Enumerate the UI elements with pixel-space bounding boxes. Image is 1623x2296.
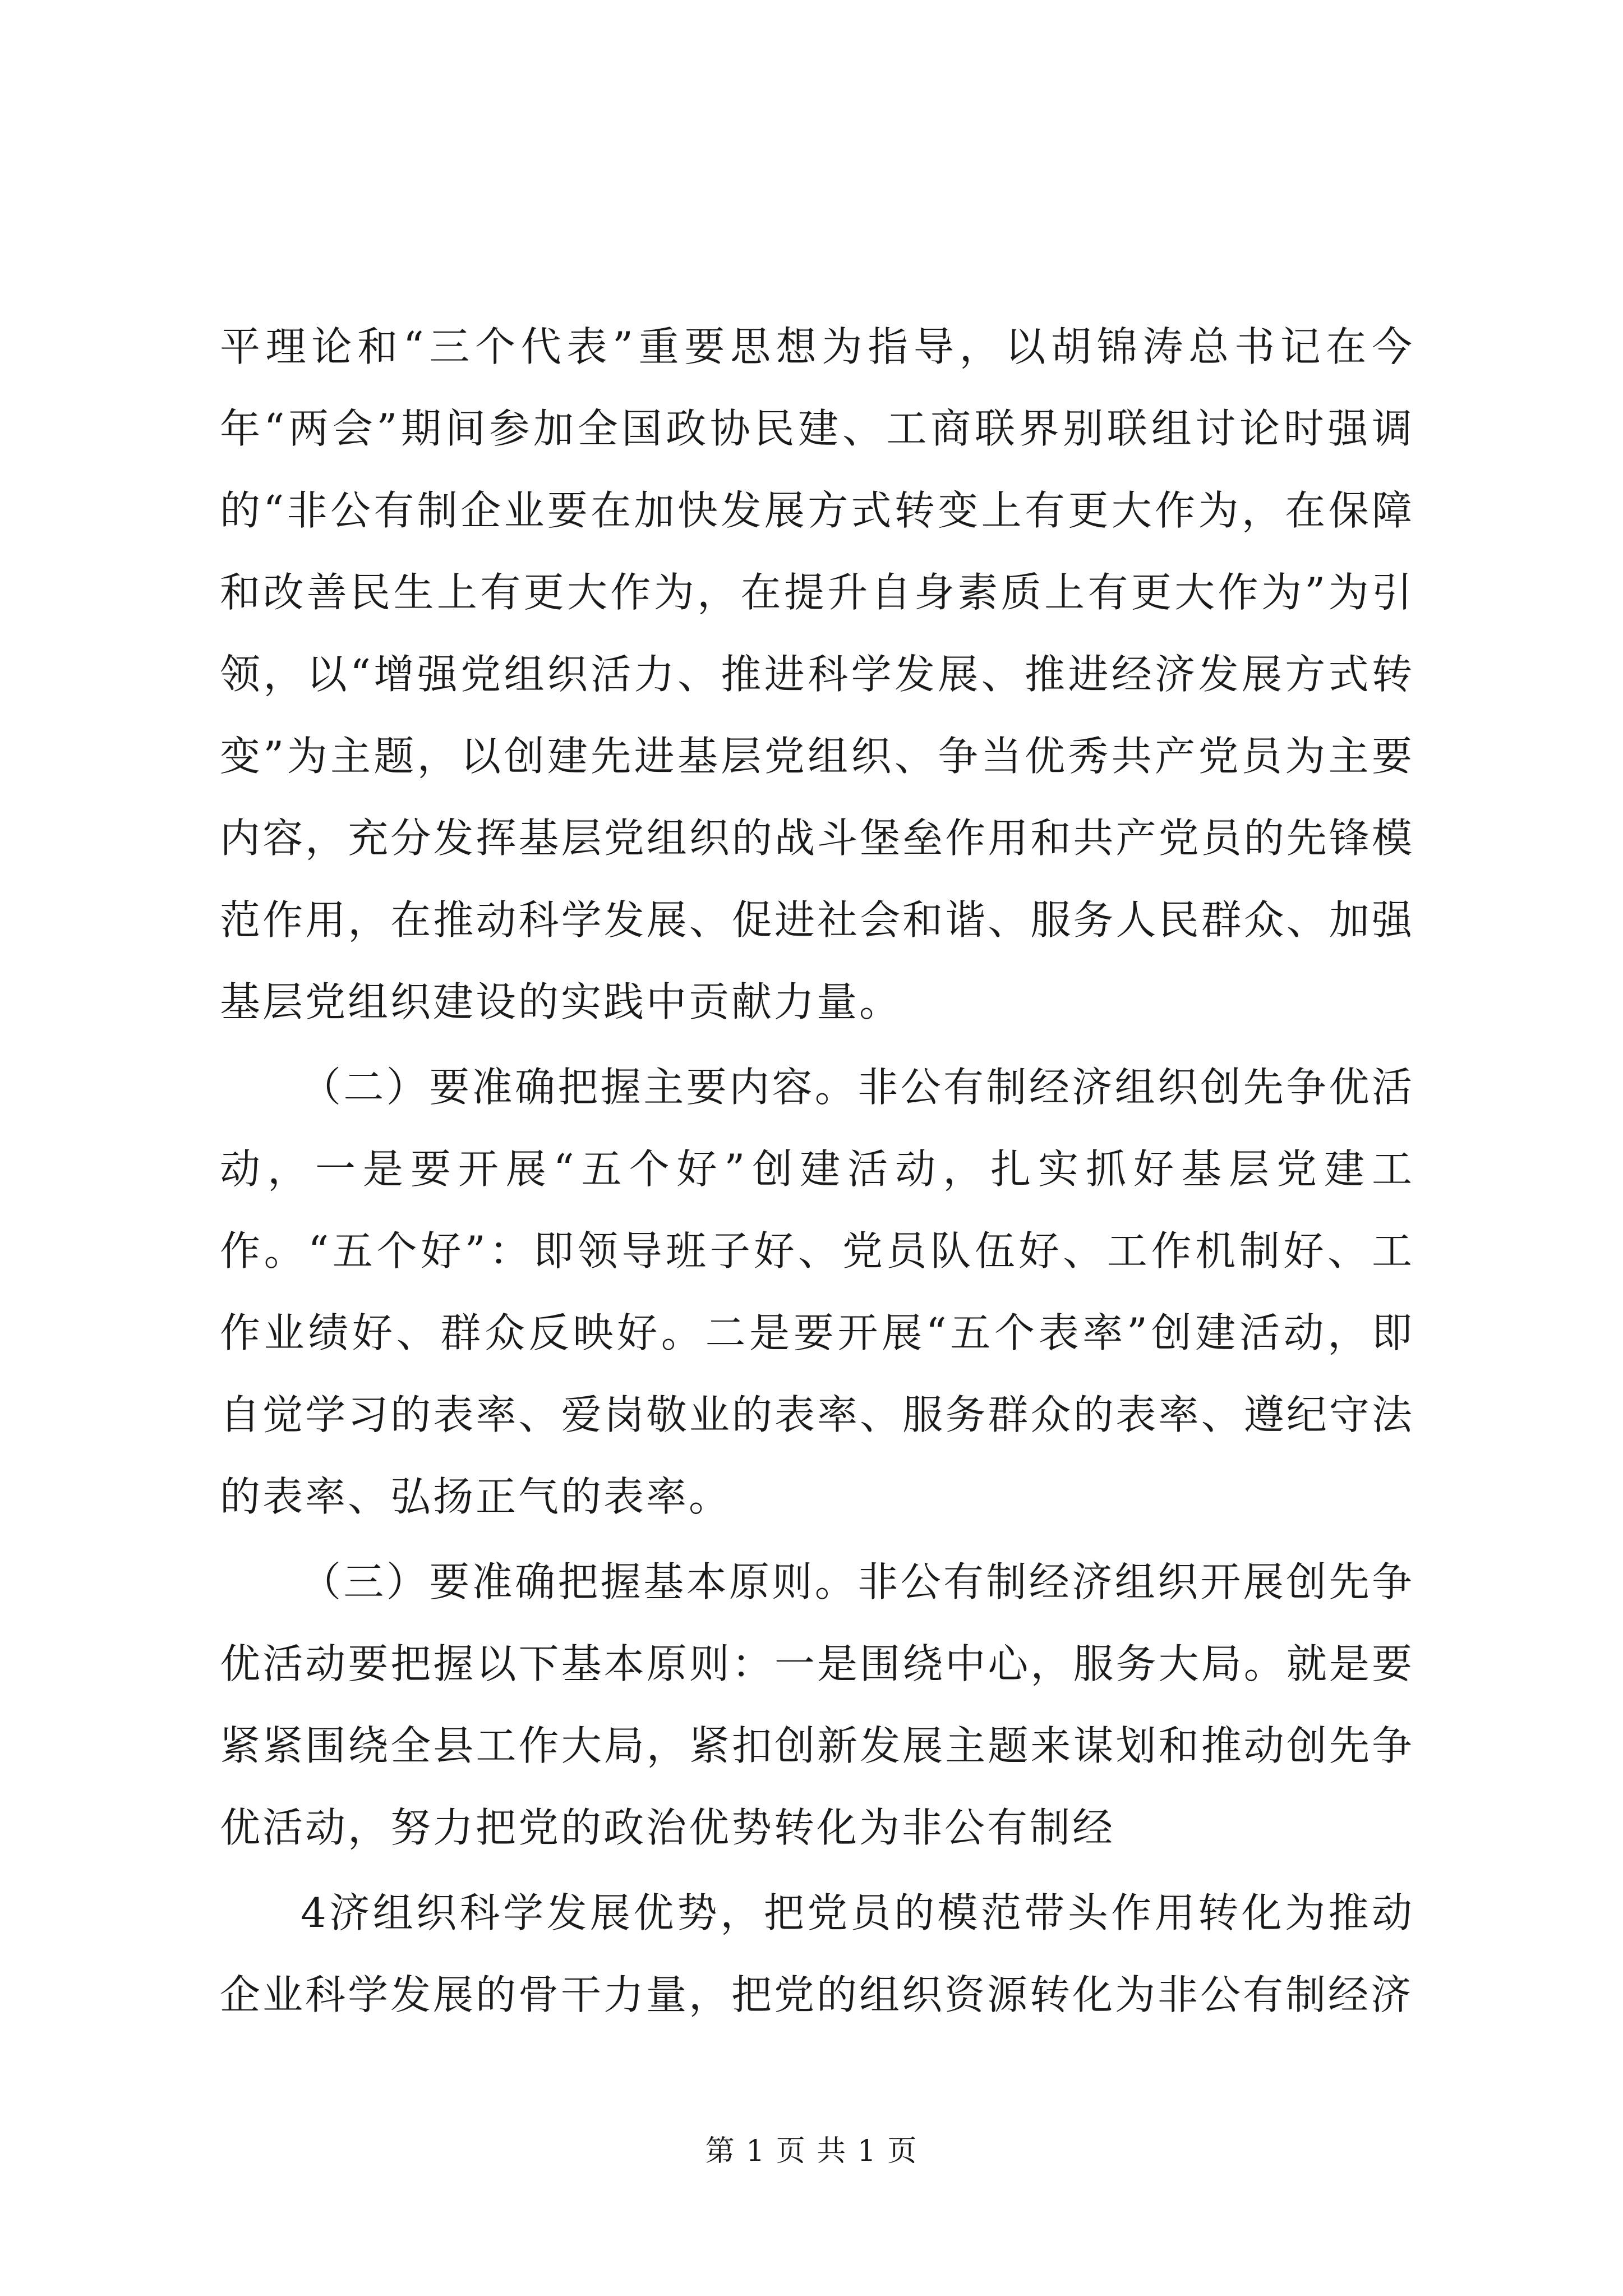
paragraph-basic-principles: （三）要准确把握基本原则。非公有制经济组织开展创先争优活动要把握以下基本原则：一是围绕中心，服务大局。就是要紧紧围绕全县工作大局，紧扣创新发展主题来谋划和推动创先争优活动，努力把党的政治优势转化为非公有制经 xyxy=(220,1558,1414,1851)
paragraph-continuation: 平理论和“三个代表”重要思想为指导，以胡锦涛总书记在今年“两会”期间参加全国政协民建、工商联界别联组讨论时强调的“非公有制企业要在加快发展方式转变上有更大作为，在保障和改善民生上有更大作为，在提升自身素质上有更大作为”为引领，以“增强党组织活力、推进科学发展、推进经济发展方式转变”为主题，以创建先进基层党组织、争当优秀共产党员为主要内容，充分发挥基层党组织的战斗堡垒作用和共产党员的先锋模范作用，在推动科学发展、促进社会和谐、服务人民群众、加强基层党组织建设的实践中贡献力量。 xyxy=(220,323,1414,1025)
document-body xyxy=(220,306,1414,2036)
paragraph-page-4-continuation: 4济组织科学发展优势，把党员的模范带头作用转化为推动企业科学发展的骨干力量，把党的组织资源转化为非公有制经济 xyxy=(220,1889,1414,2018)
paragraph-main-content: （二）要准确把握主要内容。非公有制经济组织创先争优活动，一是要开展“五个好”创建活动，扎实抓好基层党建工作。“五个好”：即领导班子好、党员队伍好、工作机制好、工作业绩好、群众反映好。二是要开展“五个表率”创建活动，即自觉学习的表率、爱岗敬业的表率、服务群众的表率、遵纪守法的表率、弘扬正气的表率。 xyxy=(220,1064,1414,1520)
page-footer: 第 1 页 共 1 页 xyxy=(705,2134,918,2168)
